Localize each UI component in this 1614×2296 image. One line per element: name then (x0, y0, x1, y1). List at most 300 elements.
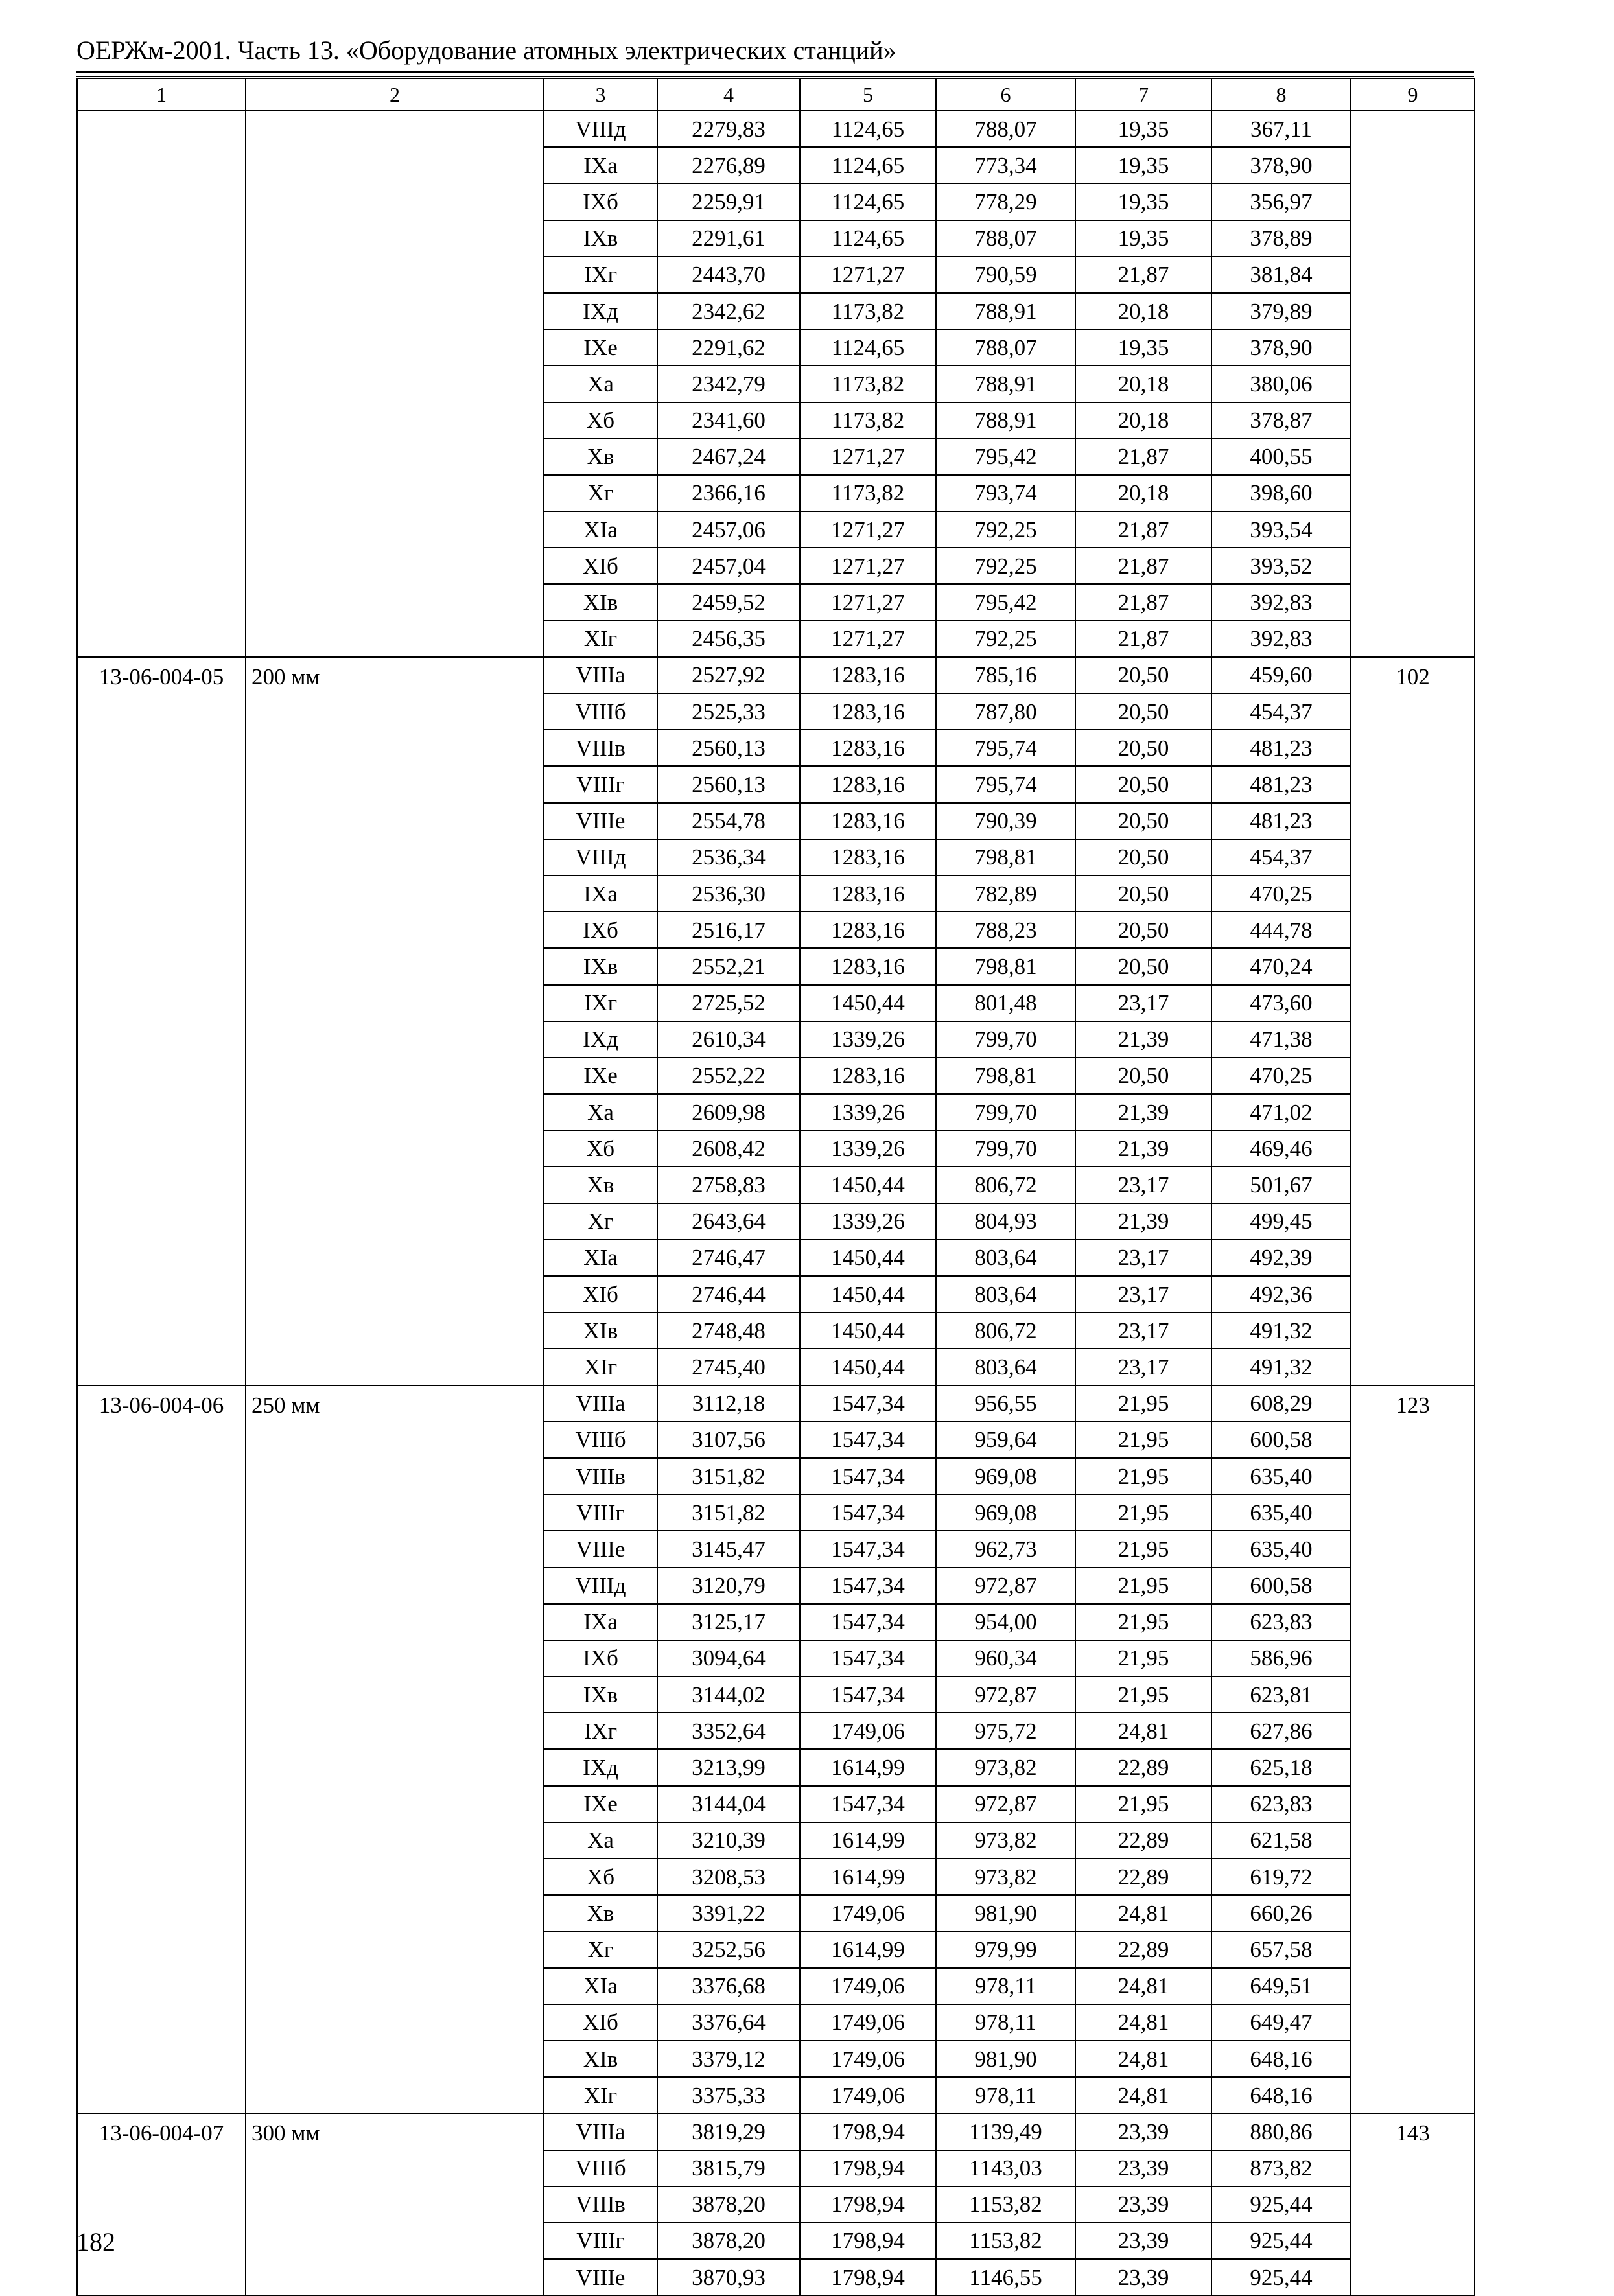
value-cell: 1798,94 (800, 2113, 936, 2150)
value-cell: 23,17 (1075, 1312, 1211, 1349)
category-cell: XIб (544, 1276, 657, 1312)
value-cell: 2291,61 (657, 220, 800, 257)
value-cell: 469,46 (1211, 1130, 1351, 1166)
value-cell: 660,26 (1211, 1895, 1351, 1931)
value-cell: 21,95 (1075, 1640, 1211, 1676)
value-cell: 379,89 (1211, 293, 1351, 329)
value-cell: 471,02 (1211, 1094, 1351, 1130)
value-cell: 1271,27 (800, 439, 936, 475)
column-number: 7 (1075, 78, 1211, 111)
value-cell: 788,91 (936, 293, 1075, 329)
category-cell: IXа (544, 147, 657, 183)
value-cell: 969,08 (936, 1494, 1075, 1531)
category-cell: IXе (544, 329, 657, 365)
category-cell: VIIIд (544, 1568, 657, 1604)
value-cell: 1614,99 (800, 1859, 936, 1895)
value-cell: 3375,33 (657, 2077, 800, 2113)
rates-table (76, 78, 1475, 2296)
value-cell: 787,80 (936, 693, 1075, 730)
value-cell: 773,34 (936, 147, 1075, 183)
column9-value: 123 (1351, 1386, 1475, 2114)
value-cell: 1547,34 (800, 1568, 936, 1604)
rate-code: 13-06-004-05 (77, 657, 246, 1386)
value-cell: 2745,40 (657, 1349, 800, 1385)
value-cell: 1173,82 (800, 365, 936, 402)
value-cell: 3379,12 (657, 2041, 800, 2077)
value-cell: 2758,83 (657, 1166, 800, 1203)
value-cell: 454,37 (1211, 839, 1351, 875)
value-cell: 3144,02 (657, 1676, 800, 1713)
value-cell: 378,90 (1211, 329, 1351, 365)
value-cell: 1339,26 (800, 1021, 936, 1058)
value-cell: 1547,34 (800, 1422, 936, 1458)
value-cell: 491,32 (1211, 1312, 1351, 1349)
value-cell: 21,87 (1075, 584, 1211, 620)
category-cell: IXг (544, 985, 657, 1021)
column9-value: 143 (1351, 2113, 1475, 2295)
category-cell: XIа (544, 1968, 657, 2004)
value-cell: 24,81 (1075, 2041, 1211, 2077)
category-cell: IXе (544, 1786, 657, 1822)
value-cell: 3213,99 (657, 1749, 800, 1785)
value-cell: 2536,30 (657, 875, 800, 912)
value-cell: 1547,34 (800, 1604, 936, 1640)
value-cell: 380,06 (1211, 365, 1351, 402)
value-cell: 20,50 (1075, 657, 1211, 693)
category-cell: VIIIб (544, 1422, 657, 1458)
value-cell: 798,81 (936, 839, 1075, 875)
table-row (77, 111, 1475, 147)
value-cell: 1614,99 (800, 1931, 936, 1967)
value-cell: 1547,34 (800, 1786, 936, 1822)
value-cell: 19,35 (1075, 147, 1211, 183)
value-cell: 20,18 (1075, 402, 1211, 439)
value-cell: 2259,91 (657, 183, 800, 220)
column9-value (1351, 111, 1475, 657)
category-cell: Xв (544, 1895, 657, 1931)
value-cell: 648,16 (1211, 2077, 1351, 2113)
rate-code: 13-06-004-07 (77, 2113, 246, 2295)
value-cell: 804,93 (936, 1203, 1075, 1240)
value-cell: 492,36 (1211, 1276, 1351, 1312)
value-cell: 21,95 (1075, 1568, 1211, 1604)
value-cell: 2525,33 (657, 693, 800, 730)
value-cell: 471,38 (1211, 1021, 1351, 1058)
category-cell: Xв (544, 1166, 657, 1203)
value-cell: 392,83 (1211, 621, 1351, 657)
value-cell: 470,25 (1211, 875, 1351, 912)
category-cell: VIIIг (544, 1494, 657, 1531)
value-cell: 481,23 (1211, 730, 1351, 766)
value-cell: 657,58 (1211, 1931, 1351, 1967)
value-cell: 20,50 (1075, 875, 1211, 912)
value-cell: 378,90 (1211, 147, 1351, 183)
value-cell: 20,50 (1075, 948, 1211, 984)
value-cell: 22,89 (1075, 1859, 1211, 1895)
value-cell: 3870,93 (657, 2259, 800, 2295)
value-cell: 2457,06 (657, 511, 800, 548)
category-cell: VIIIе (544, 803, 657, 839)
value-cell: 792,25 (936, 548, 1075, 584)
category-cell: IXе (544, 1058, 657, 1094)
category-cell: VIIIа (544, 2113, 657, 2150)
column-number: 6 (936, 78, 1075, 111)
value-cell: 1283,16 (800, 948, 936, 984)
value-cell: 2443,70 (657, 257, 800, 293)
category-cell: VIIIе (544, 1531, 657, 1567)
category-cell: VIIIд (544, 839, 657, 875)
value-cell: 24,81 (1075, 1895, 1211, 1931)
category-cell: IXд (544, 1021, 657, 1058)
value-cell: 956,55 (936, 1386, 1075, 1422)
value-cell: 23,17 (1075, 1349, 1211, 1385)
value-cell: 3815,79 (657, 2150, 800, 2186)
value-cell: 3151,82 (657, 1458, 800, 1494)
value-cell: 20,50 (1075, 1058, 1211, 1094)
value-cell: 23,39 (1075, 2259, 1211, 2295)
category-cell: Xг (544, 1931, 657, 1967)
category-cell: VIIIб (544, 693, 657, 730)
value-cell: 973,82 (936, 1859, 1075, 1895)
value-cell: 2527,92 (657, 657, 800, 693)
value-cell: 21,95 (1075, 1422, 1211, 1458)
value-cell: 2608,42 (657, 1130, 800, 1166)
column-number: 9 (1351, 78, 1475, 111)
value-cell: 788,07 (936, 220, 1075, 257)
value-cell: 21,39 (1075, 1021, 1211, 1058)
value-cell: 3107,56 (657, 1422, 800, 1458)
value-cell: 21,87 (1075, 548, 1211, 584)
value-cell: 795,74 (936, 730, 1075, 766)
value-cell: 21,95 (1075, 1386, 1211, 1422)
value-cell: 803,64 (936, 1240, 1075, 1276)
value-cell: 21,95 (1075, 1531, 1211, 1567)
value-cell: 648,16 (1211, 2041, 1351, 2077)
column-number-row (77, 78, 1475, 111)
category-cell: Xг (544, 475, 657, 511)
value-cell: 20,50 (1075, 730, 1211, 766)
value-cell: 356,97 (1211, 183, 1351, 220)
value-cell: 492,39 (1211, 1240, 1351, 1276)
value-cell: 1450,44 (800, 985, 936, 1021)
value-cell: 23,39 (1075, 2113, 1211, 2150)
category-cell: IXд (544, 293, 657, 329)
value-cell: 1271,27 (800, 548, 936, 584)
value-cell: 635,40 (1211, 1458, 1351, 1494)
value-cell: 1271,27 (800, 511, 936, 548)
value-cell: 2746,44 (657, 1276, 800, 1312)
category-cell: XIв (544, 2041, 657, 2077)
value-cell: 1614,99 (800, 1822, 936, 1859)
value-cell: 1749,06 (800, 2077, 936, 2113)
value-cell: 1143,03 (936, 2150, 1075, 2186)
value-cell: 19,35 (1075, 329, 1211, 365)
value-cell: 972,87 (936, 1786, 1075, 1822)
value-cell: 975,72 (936, 1713, 1075, 1749)
value-cell: 806,72 (936, 1166, 1075, 1203)
column-number: 2 (246, 78, 544, 111)
value-cell: 1798,94 (800, 2259, 936, 2295)
value-cell: 795,42 (936, 439, 1075, 475)
category-cell: VIIIе (544, 2259, 657, 2295)
category-cell: Xг (544, 1203, 657, 1240)
value-cell: 3376,68 (657, 1968, 800, 2004)
value-cell: 2457,04 (657, 548, 800, 584)
rate-size (246, 111, 544, 657)
value-cell: 20,18 (1075, 365, 1211, 402)
rate-size: 250 мм (246, 1386, 544, 2114)
value-cell: 635,40 (1211, 1531, 1351, 1567)
value-cell: 623,83 (1211, 1786, 1351, 1822)
category-cell: VIIIа (544, 657, 657, 693)
value-cell: 2279,83 (657, 111, 800, 147)
column-number: 8 (1211, 78, 1351, 111)
value-cell: 24,81 (1075, 1968, 1211, 2004)
value-cell: 792,25 (936, 621, 1075, 657)
value-cell: 392,83 (1211, 584, 1351, 620)
value-cell: 801,48 (936, 985, 1075, 1021)
value-cell: 21,95 (1075, 1604, 1211, 1640)
category-cell: Xа (544, 1822, 657, 1859)
value-cell: 1271,27 (800, 584, 936, 620)
value-cell: 1798,94 (800, 2150, 936, 2186)
value-cell: 625,18 (1211, 1749, 1351, 1785)
value-cell: 962,73 (936, 1531, 1075, 1567)
value-cell: 1173,82 (800, 402, 936, 439)
value-cell: 1283,16 (800, 1058, 936, 1094)
value-cell: 973,82 (936, 1749, 1075, 1785)
value-cell: 3352,64 (657, 1713, 800, 1749)
value-cell: 981,90 (936, 1895, 1075, 1931)
value-cell: 799,70 (936, 1094, 1075, 1130)
value-cell: 19,35 (1075, 183, 1211, 220)
value-cell: 3120,79 (657, 1568, 800, 1604)
value-cell: 1283,16 (800, 693, 936, 730)
rate-size: 200 мм (246, 657, 544, 1386)
page-number: 182 (76, 2227, 115, 2256)
value-cell: 969,08 (936, 1458, 1075, 1494)
value-cell: 367,11 (1211, 111, 1351, 147)
value-cell: 954,00 (936, 1604, 1075, 1640)
value-cell: 978,11 (936, 2077, 1075, 2113)
value-cell: 23,39 (1075, 2186, 1211, 2223)
value-cell: 1271,27 (800, 257, 936, 293)
value-cell: 2725,52 (657, 985, 800, 1021)
value-cell: 627,86 (1211, 1713, 1351, 1749)
category-cell: IXв (544, 948, 657, 984)
value-cell: 925,44 (1211, 2186, 1351, 2223)
value-cell: 1124,65 (800, 329, 936, 365)
category-cell: VIIIа (544, 1386, 657, 1422)
value-cell: 1749,06 (800, 2004, 936, 2041)
value-cell: 600,58 (1211, 1422, 1351, 1458)
value-cell: 3094,64 (657, 1640, 800, 1676)
category-cell: VIIIв (544, 730, 657, 766)
value-cell: 499,45 (1211, 1203, 1351, 1240)
value-cell: 790,59 (936, 257, 1075, 293)
column-number: 5 (800, 78, 936, 111)
category-cell: VIIIв (544, 2186, 657, 2223)
value-cell: 2456,35 (657, 621, 800, 657)
value-cell: 3376,64 (657, 2004, 800, 2041)
category-cell: Xа (544, 365, 657, 402)
value-cell: 1283,16 (800, 839, 936, 875)
category-cell: VIIIг (544, 766, 657, 802)
value-cell: 1547,34 (800, 1494, 936, 1531)
value-cell: 2560,13 (657, 730, 800, 766)
value-cell: 23,39 (1075, 2150, 1211, 2186)
value-cell: 972,87 (936, 1676, 1075, 1713)
rate-code: 13-06-004-06 (77, 1386, 246, 2114)
value-cell: 1124,65 (800, 111, 936, 147)
value-cell: 1547,34 (800, 1531, 936, 1567)
rate-code (77, 111, 246, 657)
value-cell: 481,23 (1211, 803, 1351, 839)
value-cell: 444,78 (1211, 912, 1351, 948)
value-cell: 1450,44 (800, 1166, 936, 1203)
value-cell: 1153,82 (936, 2223, 1075, 2259)
column-number: 4 (657, 78, 800, 111)
value-cell: 473,60 (1211, 985, 1351, 1021)
value-cell: 1139,49 (936, 2113, 1075, 2150)
value-cell: 608,29 (1211, 1386, 1351, 1422)
value-cell: 2467,24 (657, 439, 800, 475)
value-cell: 22,89 (1075, 1931, 1211, 1967)
value-cell: 649,47 (1211, 2004, 1351, 2041)
value-cell: 785,16 (936, 657, 1075, 693)
value-cell: 586,96 (1211, 1640, 1351, 1676)
value-cell: 1798,94 (800, 2223, 936, 2259)
value-cell: 1173,82 (800, 293, 936, 329)
value-cell: 1283,16 (800, 766, 936, 802)
value-cell: 400,55 (1211, 439, 1351, 475)
value-cell: 3144,04 (657, 1786, 800, 1822)
value-cell: 972,87 (936, 1568, 1075, 1604)
value-cell: 803,64 (936, 1276, 1075, 1312)
value-cell: 398,60 (1211, 475, 1351, 511)
value-cell: 1283,16 (800, 730, 936, 766)
value-cell: 470,25 (1211, 1058, 1351, 1094)
value-cell: 23,17 (1075, 1240, 1211, 1276)
category-cell: IXв (544, 1676, 657, 1713)
value-cell: 1283,16 (800, 875, 936, 912)
category-cell: IXв (544, 220, 657, 257)
value-cell: 3819,29 (657, 2113, 800, 2150)
category-cell: Xа (544, 1094, 657, 1130)
value-cell: 793,74 (936, 475, 1075, 511)
value-cell: 2554,78 (657, 803, 800, 839)
value-cell: 24,81 (1075, 2077, 1211, 2113)
value-cell: 20,50 (1075, 839, 1211, 875)
value-cell: 1749,06 (800, 1895, 936, 1931)
value-cell: 1283,16 (800, 657, 936, 693)
category-cell: XIг (544, 621, 657, 657)
value-cell: 3151,82 (657, 1494, 800, 1531)
value-cell: 21,87 (1075, 439, 1211, 475)
value-cell: 459,60 (1211, 657, 1351, 693)
value-cell: 2366,16 (657, 475, 800, 511)
category-cell: XIа (544, 1240, 657, 1276)
value-cell: 23,17 (1075, 985, 1211, 1021)
category-cell: Xв (544, 439, 657, 475)
table-row (77, 2113, 1475, 2150)
value-cell: 21,95 (1075, 1676, 1211, 1713)
value-cell: 973,82 (936, 1822, 1075, 1859)
value-cell: 378,89 (1211, 220, 1351, 257)
header-rule-top (76, 71, 1474, 73)
value-cell: 20,18 (1075, 475, 1211, 511)
category-cell: XIв (544, 1312, 657, 1349)
value-cell: 381,84 (1211, 257, 1351, 293)
value-cell: 2342,79 (657, 365, 800, 402)
value-cell: 619,72 (1211, 1859, 1351, 1895)
value-cell: 1547,34 (800, 1386, 936, 1422)
value-cell: 795,42 (936, 584, 1075, 620)
category-cell: Xб (544, 402, 657, 439)
value-cell: 799,70 (936, 1130, 1075, 1166)
category-cell: IXб (544, 1640, 657, 1676)
value-cell: 799,70 (936, 1021, 1075, 1058)
value-cell: 393,54 (1211, 511, 1351, 548)
value-cell: 925,44 (1211, 2259, 1351, 2295)
value-cell: 21,39 (1075, 1130, 1211, 1166)
value-cell: 21,95 (1075, 1494, 1211, 1531)
value-cell: 2552,22 (657, 1058, 800, 1094)
value-cell: 378,87 (1211, 402, 1351, 439)
value-cell: 778,29 (936, 183, 1075, 220)
value-cell: 798,81 (936, 1058, 1075, 1094)
value-cell: 1146,55 (936, 2259, 1075, 2295)
value-cell: 20,50 (1075, 766, 1211, 802)
category-cell: XIг (544, 2077, 657, 2113)
value-cell: 21,95 (1075, 1786, 1211, 1822)
value-cell: 959,64 (936, 1422, 1075, 1458)
value-cell: 19,35 (1075, 220, 1211, 257)
table-row (77, 657, 1475, 693)
category-cell: VIIIв (544, 1458, 657, 1494)
category-cell: IXг (544, 257, 657, 293)
value-cell: 979,99 (936, 1931, 1075, 1967)
value-cell: 22,89 (1075, 1822, 1211, 1859)
category-cell: IXб (544, 912, 657, 948)
value-cell: 20,50 (1075, 693, 1211, 730)
category-cell: VIIIд (544, 111, 657, 147)
value-cell: 481,23 (1211, 766, 1351, 802)
value-cell: 2291,62 (657, 329, 800, 365)
value-cell: 2560,13 (657, 766, 800, 802)
value-cell: 1124,65 (800, 147, 936, 183)
value-cell: 600,58 (1211, 1568, 1351, 1604)
value-cell: 1339,26 (800, 1130, 936, 1166)
value-cell: 20,50 (1075, 803, 1211, 839)
value-cell: 23,39 (1075, 2223, 1211, 2259)
value-cell: 1124,65 (800, 220, 936, 257)
value-cell: 1339,26 (800, 1094, 936, 1130)
value-cell: 1339,26 (800, 1203, 936, 1240)
value-cell: 2276,89 (657, 147, 800, 183)
value-cell: 2748,48 (657, 1312, 800, 1349)
value-cell: 3208,53 (657, 1859, 800, 1895)
value-cell: 1547,34 (800, 1640, 936, 1676)
value-cell: 788,23 (936, 912, 1075, 948)
value-cell: 20,18 (1075, 293, 1211, 329)
page-header: ОЕРЖм-2001. Часть 13. «Оборудование атомных электрических станций» (76, 36, 896, 65)
value-cell: 2643,64 (657, 1203, 800, 1240)
category-cell: IXа (544, 1604, 657, 1640)
value-cell: 23,17 (1075, 1166, 1211, 1203)
value-cell: 925,44 (1211, 2223, 1351, 2259)
category-cell: XIв (544, 584, 657, 620)
